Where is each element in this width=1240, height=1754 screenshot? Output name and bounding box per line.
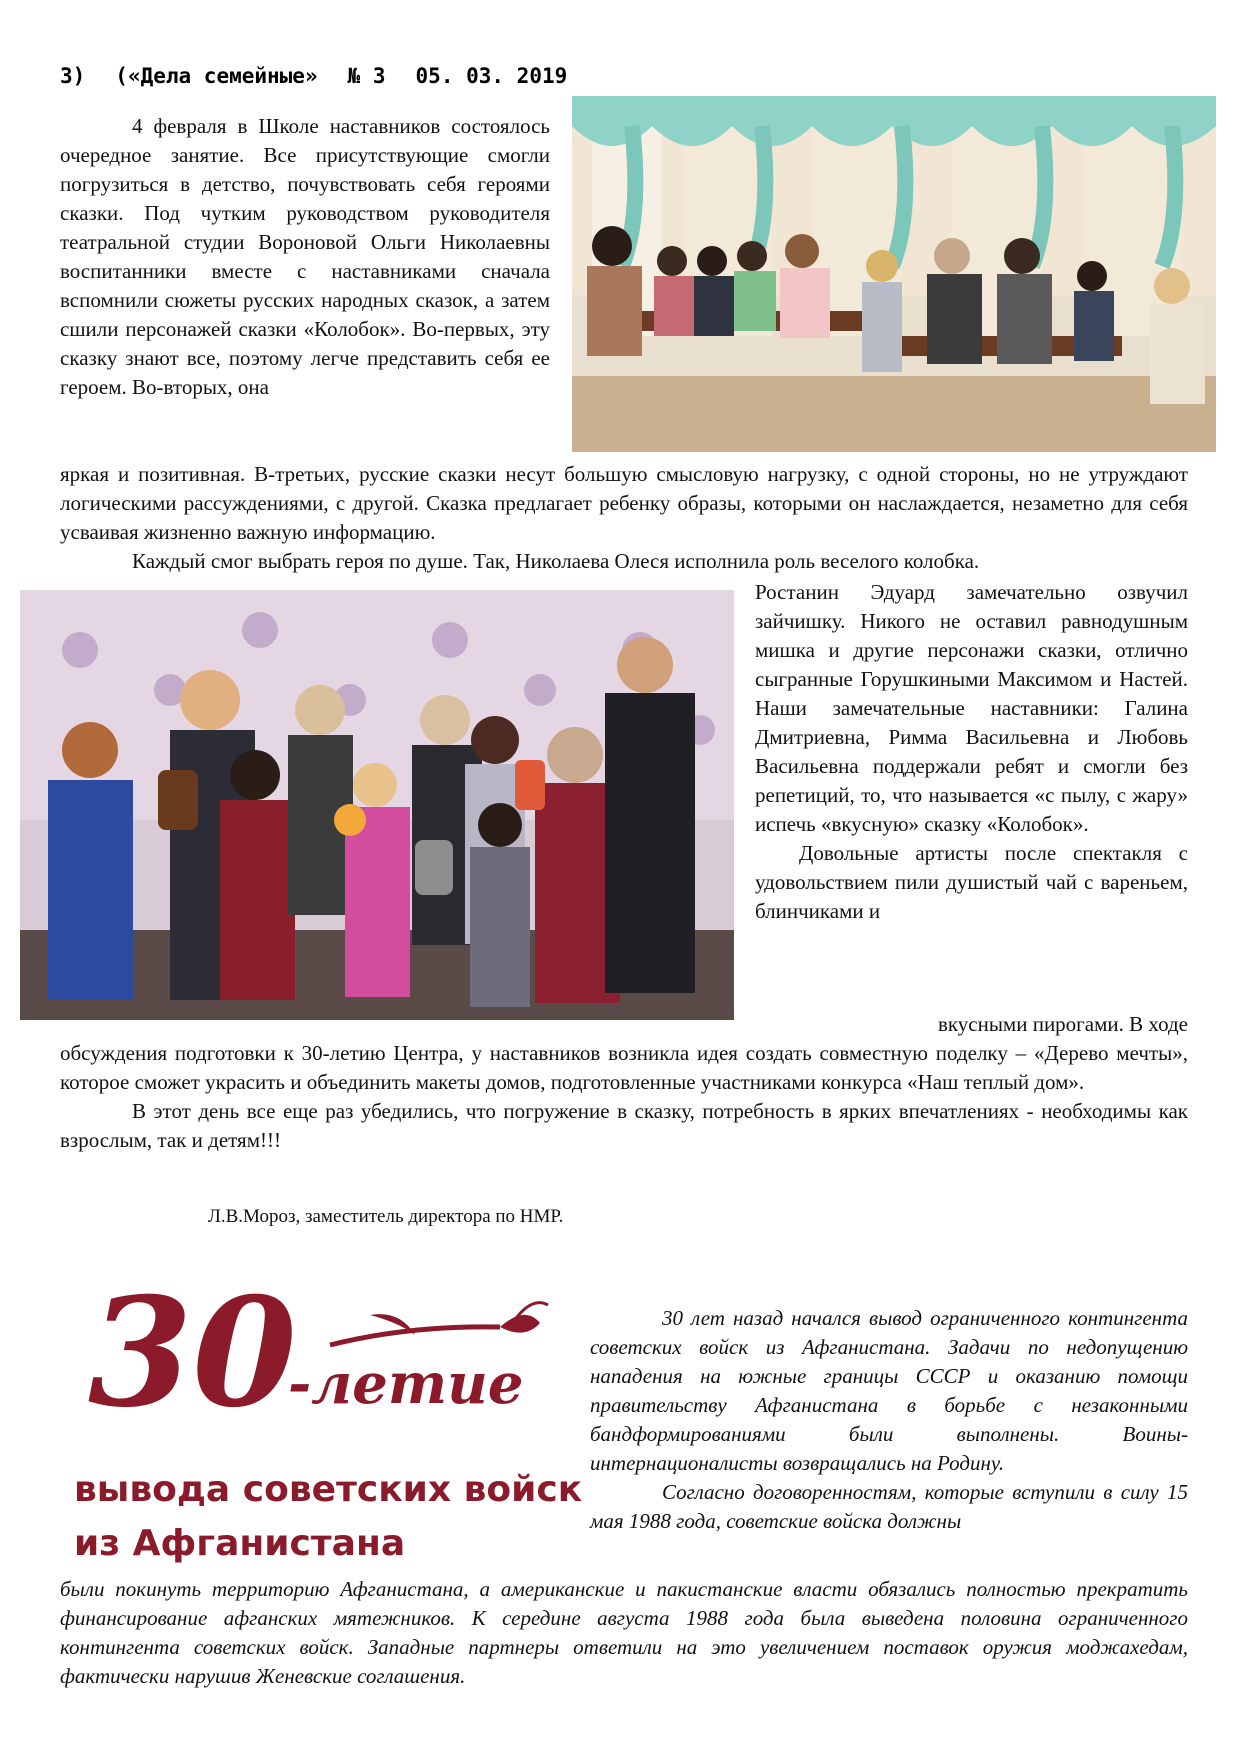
article1-bottom (60, 1010, 1188, 1155)
article1-paragraph-1-top: 4 февраля в Школе наставников состоялось очередное занятие. Все присутствующие смогли погрузиться в детство, почувствовать себя героями сказки. Под чутким руководством руководителя театральной студии Вороновой Ольги Николаевны воспитанники вместе с наставниками сначала вспомнили сюжеты русских народных сказок, а затем сшили персонажей сказки «Колобок». Во-первых, эту сказку знают все, поэтому легче представить себя ее героем. Во-вторых, она (60, 114, 550, 399)
article1-paragraph-3-bottom-rest: обсуждения подготовки к 30-летию Центра, у наставников возникла идея создать совместную поделку – «Дерево мечты», которое сможет украсить и объединить макеты домов, подготовленные участниками конкурса «Наш теплый дом». (60, 1041, 1188, 1094)
article1-side-column (755, 578, 1188, 926)
article2-paragraph-2-bottom: были покинуть территорию Афганистана, а американские и пакистанские власти обязались полностью прекратить финансирование афганских мятежников. К середине августа 1988 года была выведена половина ограниченного контингента советских войск. Западные партнеры ответили на это увеличением поставок оружия моджахедам, фактически нарушив Женевские соглашения. (60, 1577, 1188, 1688)
article1-paragraph-3-bottom-first: вкусными пирогами. В ходе (937, 1012, 1188, 1036)
anniversary-logo (70, 1265, 590, 1565)
logo-line-1: вывода советских войск (74, 1469, 583, 1510)
article1-paragraph-2-side: Ростанин Эдуард замечательно озвучил зайчишку. Никого не оставил равнодушным мишка и другие персонажи сказки, отлично сыгранные Горушкиными Максимом и Настей. Наши замечательные наставники: Галина Дмитриевна, Римма Васильевна и Любовь Васильевна поддержали ребят и смогли без репетиций, то, что называется «с пылу, с жару» испечь «вкусную» сказку «Колобок». (755, 580, 1188, 836)
logo-line-2: из Афганистана (74, 1523, 406, 1564)
article1-paragraph-4: В этот день все еще раз убедились, что погружение в сказку, потребность в ярких впечатлениях - необходимы как взрослым, так и детям!!! (60, 1099, 1188, 1152)
logo-number: 30 (88, 1265, 297, 1441)
tulip-icon (330, 1303, 548, 1345)
article1-paragraph-3-side: Довольные артисты после спектакля с удовольствием пили душистый чай с вареньем, блинчиками и (755, 841, 1188, 923)
classroom-photo (572, 96, 1216, 452)
author-signature: Л.В.Мороз, заместитель директора по НМР. (208, 1206, 564, 1227)
article1-intro-column (60, 112, 550, 402)
issue-header (60, 64, 597, 88)
article2-side-column (590, 1304, 1188, 1536)
group-photo (20, 590, 734, 1020)
article2-bottom (60, 1575, 1188, 1691)
article2-paragraph-1: 30 лет назад начался вывод ограниченного контингента советских войск из Афганистана. Задачи по недопущению нападения на южные границы СССР и оказанию помощи правительству Афганистана в борьбе с незаконными бандформированиями были выполнены. Воины-интернационалисты возвращались на Родину. (590, 1306, 1188, 1475)
article1-paragraph-2-first-line: Каждый смог выбрать героя по душе. Так, Николаева Олеся исполнила роль веселого колобка. (132, 549, 980, 573)
article1-paragraph-1-bottom: яркая и позитивная. В-третьих, русские сказки несут большую смысловую нагрузку, с одной стороны, но не утруждают логическими рассуждениями, с другой. Сказка предлагает ребенку образы, которыми он наслаждается, незаметно для себя усваивая жизненно важную информацию. (60, 462, 1188, 544)
issue-title: («Дела семейные» (115, 64, 318, 88)
article1-continuation (60, 460, 1188, 576)
issue-date: 05. 03. 2019 (415, 64, 568, 88)
issue-part: 3) (60, 64, 86, 88)
issue-number: № 3 (347, 64, 386, 88)
logo-suffix: -летие (288, 1351, 524, 1417)
article2-paragraph-2-side: Согласно договоренностям, которые вступили в силу 15 мая 1988 года, советские войска должны (590, 1480, 1188, 1533)
